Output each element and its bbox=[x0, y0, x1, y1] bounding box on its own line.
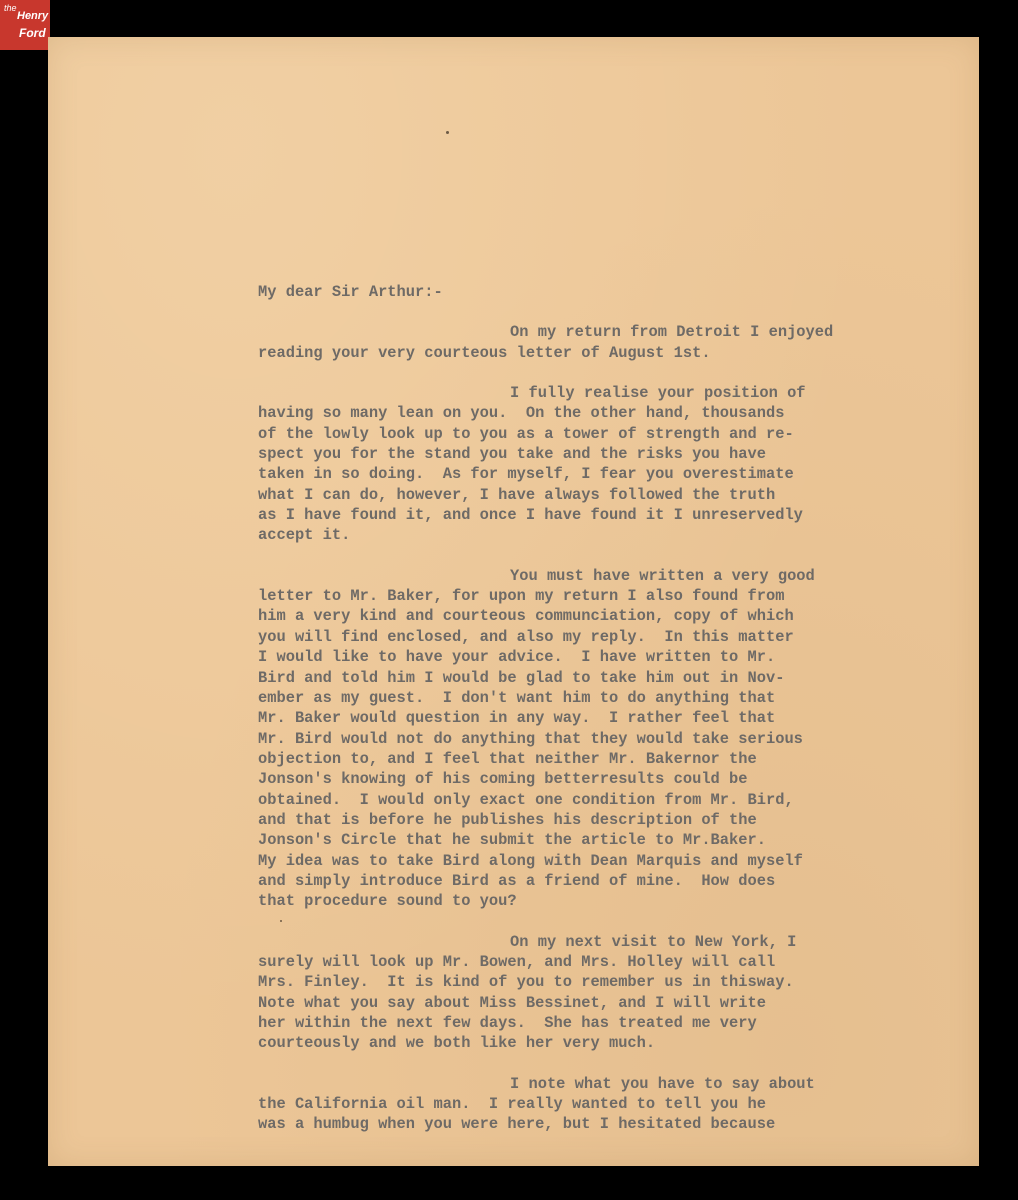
letter-line: as I have found it, and once I have found it I unreservedly bbox=[258, 506, 803, 525]
letter-paragraph bbox=[258, 932, 858, 1054]
letter-paragraph bbox=[258, 566, 858, 912]
letter-line: obtained. I would only exact one condition from Mr. Bird, bbox=[258, 790, 794, 809]
letter-line: spect you for the stand you take and the risks you have bbox=[258, 445, 766, 464]
letter-line: taken in so doing. As for myself, I fear you overestimate bbox=[258, 465, 794, 484]
letter-line: letter to Mr. Baker, for upon my return I also found from bbox=[258, 587, 785, 606]
letter-paragraph bbox=[258, 322, 858, 363]
logo-the-text: the bbox=[4, 3, 17, 13]
logo-henry-text: Henry bbox=[17, 10, 49, 22]
letter-line: Mrs. Finley. It is kind of you to remember us in thisway. bbox=[258, 973, 794, 992]
letter-line: of the lowly look up to you as a tower of strength and re- bbox=[258, 424, 794, 443]
letter-page bbox=[48, 37, 979, 1166]
letter-line: Jonson's Circle that he submit the article to Mr.Baker. bbox=[258, 831, 766, 850]
logo-ford-text: Ford bbox=[19, 26, 46, 40]
letter-line: Jonson's knowing of his coming betterresults could be bbox=[258, 770, 748, 789]
letter-line: I fully realise your position of bbox=[510, 384, 806, 403]
letter-line: Bird and told him I would be glad to take him out in Nov- bbox=[258, 668, 785, 687]
letter-line: what I can do, however, I have always followed the truth bbox=[258, 485, 776, 504]
letter-line: ember as my guest. I don't want him to do anything that bbox=[258, 688, 776, 707]
letter-line: the California oil man. I really wanted to tell you he bbox=[258, 1095, 766, 1114]
letter-body bbox=[258, 282, 858, 1155]
letter-line: her within the next few days. She has treated me very bbox=[258, 1014, 757, 1032]
letter-line: I would like to have your advice. I have written to Mr. bbox=[258, 648, 776, 667]
letter-paragraph bbox=[258, 1074, 858, 1135]
letter-line: him a very kind and courteous communciation, copy of which bbox=[258, 607, 794, 626]
letter-line: On my next visit to New York, I bbox=[510, 932, 797, 951]
paper-speck bbox=[446, 131, 449, 134]
henry-ford-logo bbox=[0, 0, 50, 50]
letter-line: Mr. Baker would question in any way. I rather feel that bbox=[258, 709, 776, 728]
letter-line: having so many lean on you. On the other hand, thousands bbox=[258, 404, 785, 423]
letter-line: You must have written a very good bbox=[510, 566, 815, 585]
letter-line: courteously and we both like her very much. bbox=[258, 1034, 656, 1053]
letter-line: Note what you say about Miss Bessinet, and I will write bbox=[258, 993, 766, 1012]
letter-line: you will find enclosed, and also my reply. In this matter bbox=[258, 627, 794, 646]
letter-line: I note what you have to say about bbox=[510, 1074, 815, 1093]
letter-line: My idea was to take Bird along with Dean Marquis and myself bbox=[258, 851, 803, 870]
letter-line: accept it. bbox=[258, 526, 351, 545]
letter-line: objection to, and I feel that neither Mr. Bakernor the bbox=[258, 749, 757, 768]
letter-line: that procedure sound to you? bbox=[258, 892, 517, 911]
letter-line: Mr. Bird would not do anything that they would take serious bbox=[258, 729, 803, 748]
letter-salutation: My dear Sir Arthur:- bbox=[258, 283, 443, 301]
letter-line: On my return from Detroit I enjoyed bbox=[510, 323, 834, 342]
letter-line: surely will look up Mr. Bowen, and Mrs. Holley will call bbox=[258, 952, 776, 971]
letter-paragraph bbox=[258, 383, 858, 546]
letter-line: was a humbug when you were here, but I hesitated because bbox=[258, 1115, 776, 1134]
letter-line: reading your very courteous letter of August 1st. bbox=[258, 343, 711, 362]
letter-line: and that is before he publishes his description of the bbox=[258, 810, 757, 829]
letter-line: and simply introduce Bird as a friend of mine. How does bbox=[258, 871, 776, 890]
